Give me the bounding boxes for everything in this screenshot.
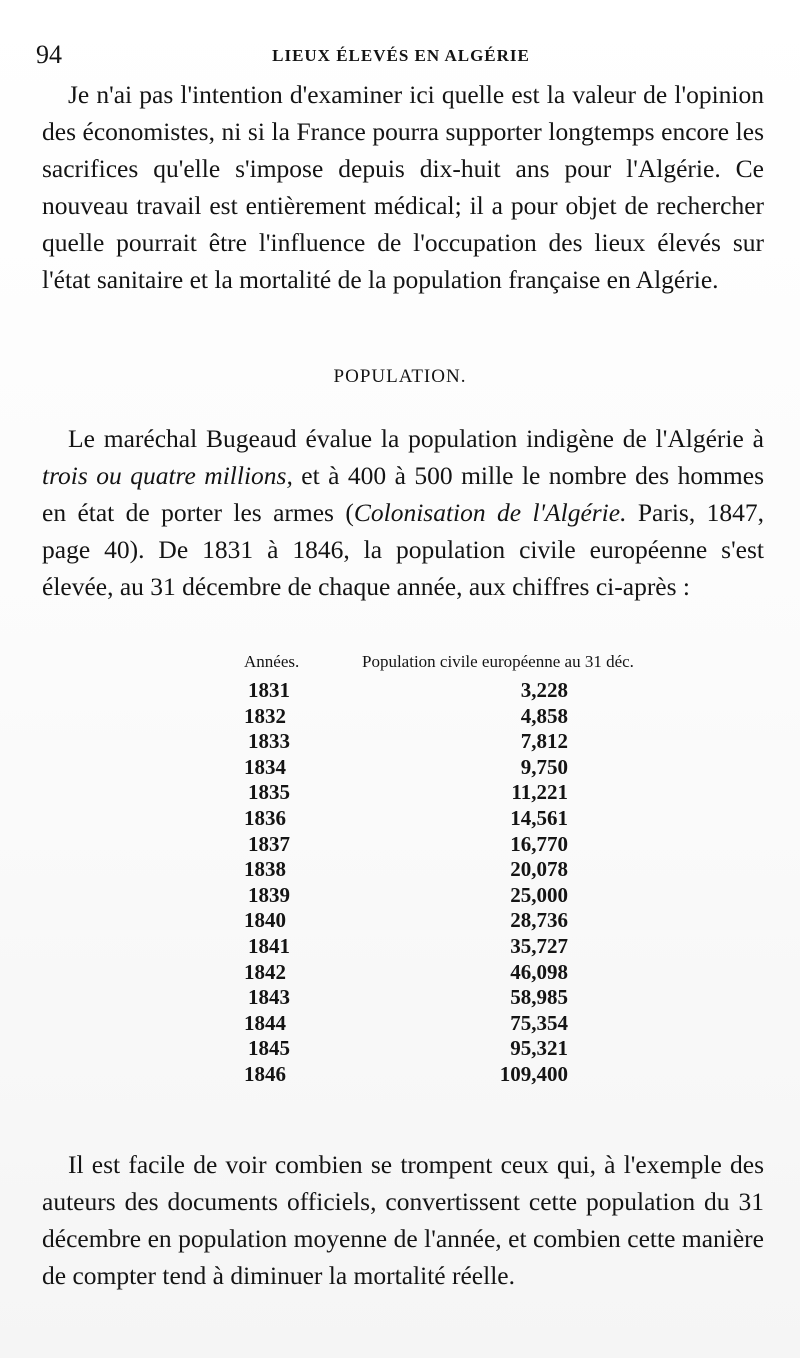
table-cell-year: 1831 [248, 678, 290, 702]
table-cell-year: 1843 [248, 985, 290, 1010]
table-row [150, 1011, 710, 1037]
table-row [150, 1062, 710, 1088]
table-cell-population: 7,812 [520, 729, 568, 754]
table-cell-year: 1844 [244, 1010, 286, 1035]
population-table [150, 652, 710, 1088]
table-cell-population: 16,770 [510, 831, 568, 856]
table-row [150, 704, 710, 730]
table-cell-population: 75,354 [510, 1010, 568, 1035]
paragraph-population-italic1: trois ou quatre millions, [42, 461, 293, 490]
table-cell-population: 35,727 [510, 933, 568, 958]
table-cell-year: 1836 [244, 805, 286, 830]
page-number: 94 [36, 40, 62, 69]
paragraph-intro-text: Je n'ai pas l'intention d'examiner ici quelle est la valeur de l'opinion des économistes, ni si la France pourra supporter longtemps encore les sacrifices qu'elle s'impose depuis dix-huit ans pour l'Algérie. Ce nouveau travail est entièrement médical; il a pour objet de rechercher quelle pourrait être l'influence de l'occupation des lieux élevés sur l'état sanitaire et la mortalité de la population française en Algérie. [42, 80, 764, 294]
column-header-population: Population civile européenne au 31 déc. [362, 652, 634, 671]
table-row [150, 729, 710, 755]
table-row [150, 934, 710, 960]
table-cell-population: 11,221 [511, 780, 568, 805]
table-cell-year: 1835 [248, 780, 290, 805]
table-row [150, 908, 710, 934]
table-cell-year: 1839 [248, 882, 290, 907]
table-cell-year: 1834 [244, 754, 286, 779]
section-title: POPULATION. [333, 366, 467, 387]
table-cell-population: 46,098 [510, 959, 568, 984]
table-row [150, 1036, 710, 1062]
paragraph-conclusion-text: Il est facile de voir combien se trompent ceux qui, à l'exemple des auteurs des documents officiels, convertissent cette population du 31 décembre en population moyenne de l'année, et combien cette manière de compter tend à diminuer la mortalité réelle. [42, 1150, 764, 1290]
table-cell-year: 1842 [244, 959, 286, 984]
table-body [150, 678, 710, 1088]
paragraph-conclusion [42, 1146, 764, 1294]
running-head: LIEUX ÉLEVÉS EN ALGÉRIE [272, 46, 530, 65]
table-cell-year: 1840 [244, 908, 286, 933]
table-cell-population: 28,736 [510, 908, 568, 933]
paragraph-population-part3: Paris, 1847, page 40). De 1831 à 1846, la population civile européenne s'est élevée, au 31 décembre de chaque année, aux chiffres ci-après : [42, 498, 764, 601]
table-cell-year: 1841 [248, 933, 290, 958]
page-header [36, 40, 766, 70]
paragraph-population-part2: et à 400 à 500 mille le nombre des hommes en état de porter les armes ( [42, 461, 764, 527]
table-cell-year: 1845 [248, 1036, 290, 1061]
table-header [150, 652, 710, 678]
table-cell-population: 14,561 [510, 805, 568, 830]
table-cell-population: 109,400 [499, 1061, 568, 1086]
table-cell-population: 58,985 [510, 985, 568, 1010]
table-row [150, 985, 710, 1011]
paragraph-population [42, 420, 764, 605]
table-cell-year: 1838 [244, 857, 286, 882]
table-cell-population: 3,228 [520, 678, 568, 702]
table-row [150, 857, 710, 883]
table-cell-year: 1832 [244, 703, 286, 728]
column-header-years: Années. [244, 652, 300, 671]
table-cell-year: 1837 [248, 831, 290, 856]
table-row [150, 883, 710, 909]
table-cell-population: 4,858 [520, 703, 568, 728]
paragraph-population-italic2: Colonisation de l'Algérie. [353, 498, 627, 527]
table-cell-population: 25,000 [510, 882, 568, 907]
table-row [150, 832, 710, 858]
paragraph-intro [42, 76, 764, 298]
table-row [150, 678, 710, 704]
table-cell-population: 9,750 [520, 754, 568, 779]
table-row [150, 755, 710, 781]
table-row [150, 780, 710, 806]
paragraph-population-part1: Le maréchal Bugeaud évalue la population indigène de l'Algérie à [68, 424, 764, 453]
table-row [150, 960, 710, 986]
table-cell-year: 1846 [244, 1061, 286, 1086]
table-cell-population: 95,321 [510, 1036, 568, 1061]
table-row [150, 806, 710, 832]
table-cell-year: 1833 [248, 729, 290, 754]
table-cell-population: 20,078 [510, 857, 568, 882]
